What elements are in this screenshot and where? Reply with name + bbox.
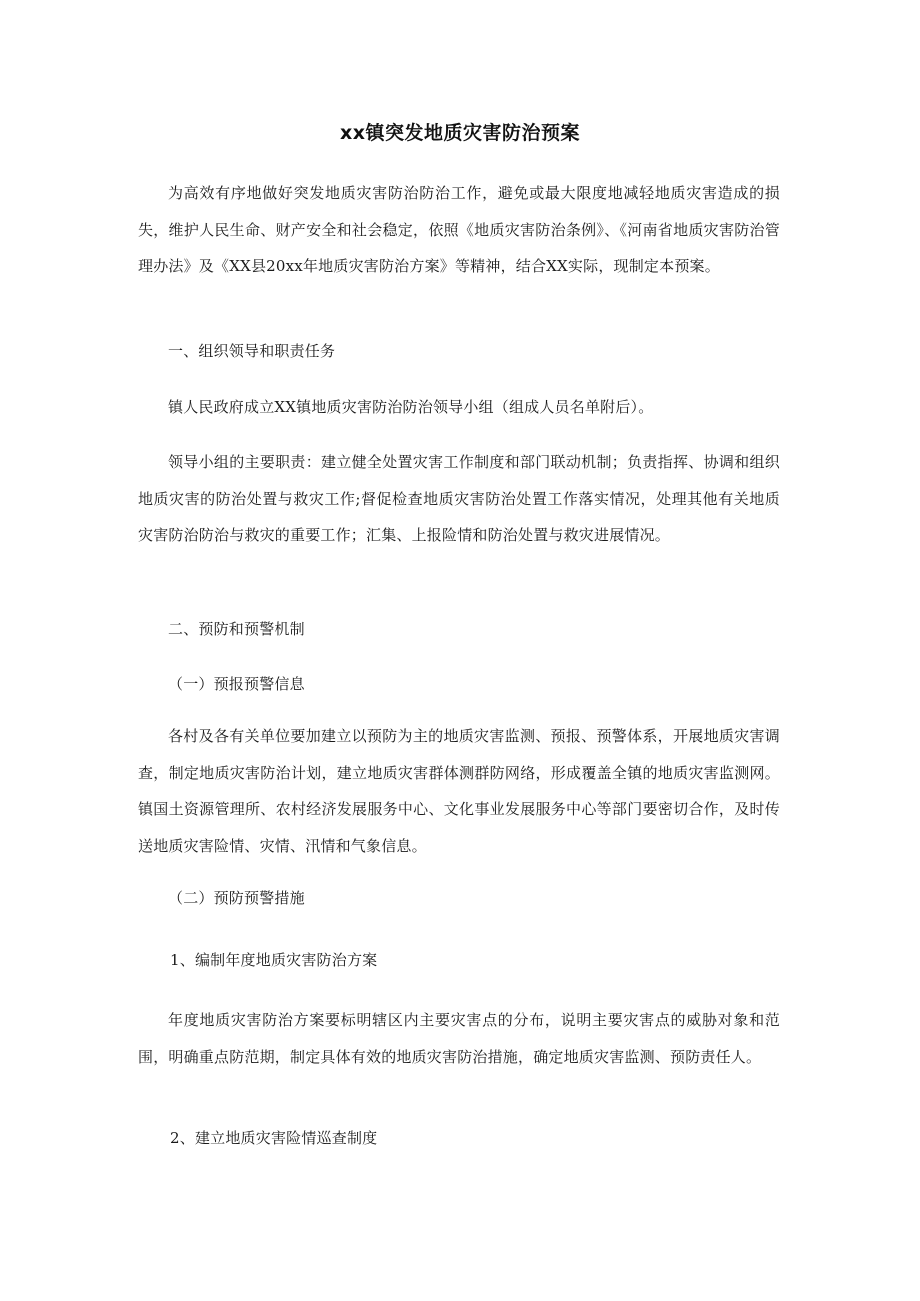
intro-paragraph: 为高效有序地做好突发地质灾害防治防治工作，避免或最大限度地减轻地质灾害造成的损失，维护人民生命、财产安全和社会稳定，依照《地质灾害防治条例》、《河南省地质灾害防治管理办法》及《XX县20xx年地质灾害防治方案》等精神，结合XX实际，现制定本预案。 <box>138 184 780 275</box>
document-title: xx镇突发地质灾害防治预案 <box>339 122 580 144</box>
section1-paragraph-2: 领导小组的主要职责：建立健全处置灾害工作制度和部门联动机制；负责指挥、协调和组织地质灾害的防治处置与救灾工作;督促检查地质灾害防治处置工作落实情况，处理其他有关地质灾害防治防治与救灾的重要工作；汇集、上报险情和防治处置与救灾进展情况。 <box>138 453 780 544</box>
section1-paragraph-1: 镇人民政府成立XX镇地质灾害防治防治领导小组（组成人员名单附后）。 <box>168 398 654 416</box>
item1-paragraph: 年度地质灾害防治方案要标明辖区内主要灾害点的分布，说明主要灾害点的威胁对象和范围，明确重点防范期，制定具体有效的地质灾害防治措施，确定地质灾害监测、预防责任人。 <box>138 1011 780 1066</box>
subsection1-heading: （一）预报预警信息 <box>168 675 305 693</box>
subsection1-paragraph: 各村及各有关单位要加建立以预防为主的地质灾害监测、预报、预警体系，开展地质灾害调查，制定地质灾害防治计划，建立地质灾害群体测群防网络，形成覆盖全镇的地质灾害监测网。镇国土资源管理所、农村经济发展服务中心、文化事业发展服务中心等部门要密切合作，及时传送地质灾害险情、灾情、汛情和气象信息。 <box>138 727 780 855</box>
section1-heading: 一、组织领导和职责任务 <box>168 342 336 360</box>
item1-heading: 1、编制年度地质灾害防治方案 <box>170 951 378 969</box>
section2-heading: 二、预防和预警机制 <box>168 620 305 638</box>
subsection2-heading: （二）预防预警措施 <box>168 889 305 907</box>
item2-heading: 2、建立地质灾害险情巡查制度 <box>170 1129 378 1147</box>
